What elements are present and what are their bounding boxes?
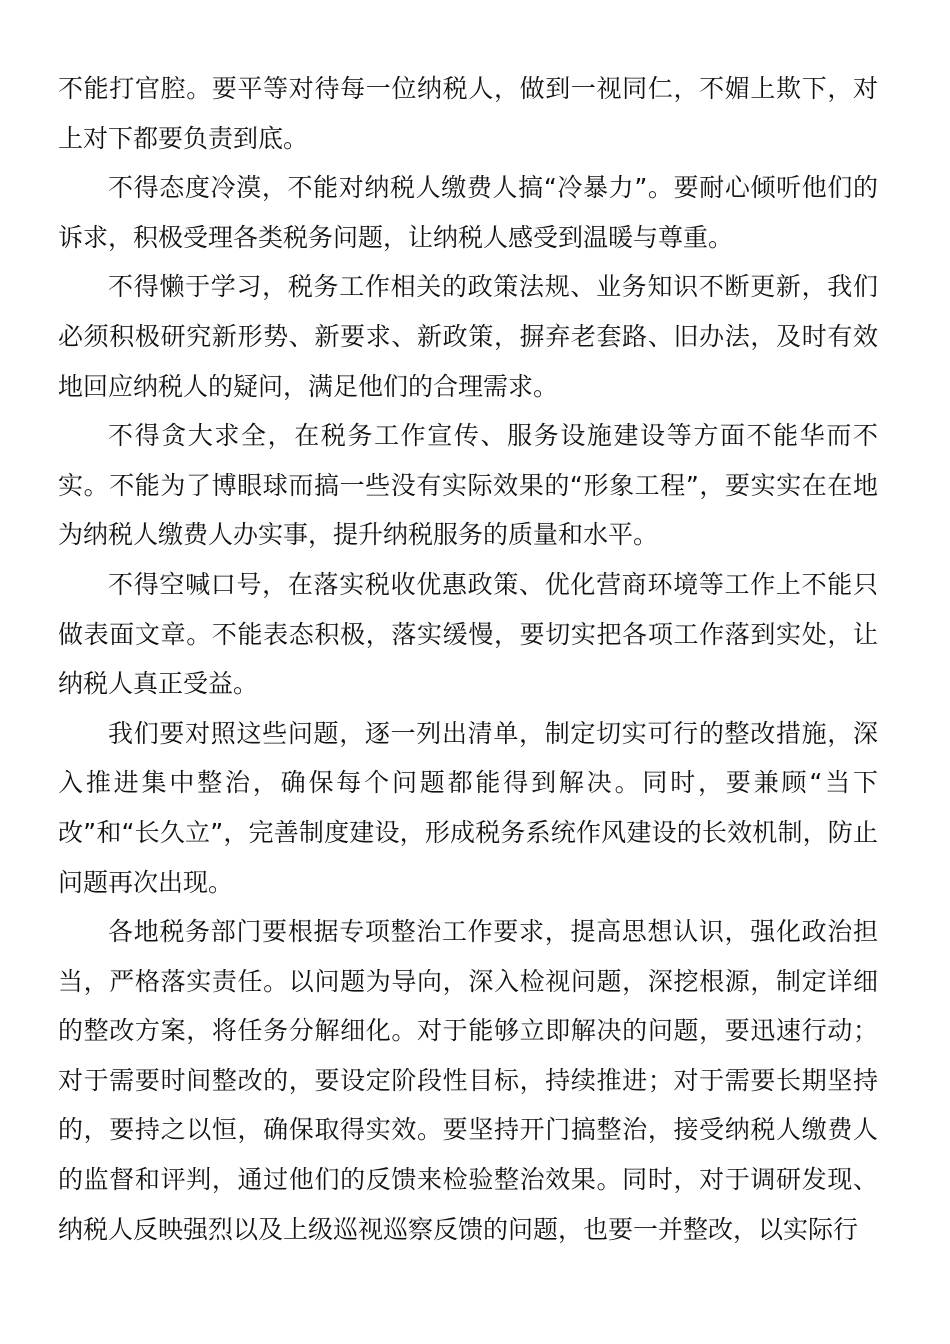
- paragraph-attitude: 不得态度冷漠，不能对纳税人缴费人搞“冷暴力”。要耐心倾听他们的诉求，积极受理各类税务问题，让纳税人感受到温暖与尊重。: [58, 173, 878, 252]
- paragraph-slogans: 不得空喊口号，在落实税收优惠政策、优化营商环境等工作上不能只做表面文章。不能表态积极，落实缓慢，要切实把各项工作落到实处，让纳税人真正受益。: [58, 569, 878, 699]
- paragraph-learning: 不得懒于学习，税务工作相关的政策法规、业务知识不断更新，我们必须积极研究新形势、新要求、新政策，摒弃老套路、旧办法，及时有效地回应纳税人的疑问，满足他们的合理需求。: [58, 272, 878, 401]
- document-page: [58, 64, 878, 1254]
- paragraph-image-project: 不得贪大求全，在税务工作宣传、服务设施建设等方面不能华而不实。不能为了博眼球而搞一些没有实际效果的“形象工程”，要实实在在地为纳税人缴费人办实事，提升纳税服务的质量和水平。: [58, 421, 878, 550]
- paragraph-rectification-list: 我们要对照这些问题，逐一列出清单，制定切实可行的整改措施，深入推进集中整治，确保每个问题都能得到解决。同时，要兼顾“当下改”和“长久立”，完善制度建设，形成税务系统作风建设的长效机制，防止问题再次出现。: [58, 718, 878, 897]
- paragraph-tax-departments: 各地税务部门要根据专项整治工作要求，提高思想认识，强化政治担当，严格落实责任。以问题为导向，深入检视问题，深挖根源，制定详细的整改方案，将任务分解细化。对于能够立即解决的问题，要迅速行动；对于需要时间整改的，要设定阶段性目标，持续推进；对于需要长期坚持的，要持之以恒，确保取得实效。要坚持开门搞整治，接受纳税人缴费人的监督和评判，通过他们的反馈来检验整治效果。同时，对于调研发现、纳税人反映强烈以及上级巡视巡察反馈的问题，也要一并整改，以实际行: [58, 917, 878, 1244]
- paragraph-continued: 不能打官腔。要平等对待每一位纳税人，做到一视同仁，不媚上欺下，对上对下都要负责到底。: [58, 74, 878, 153]
